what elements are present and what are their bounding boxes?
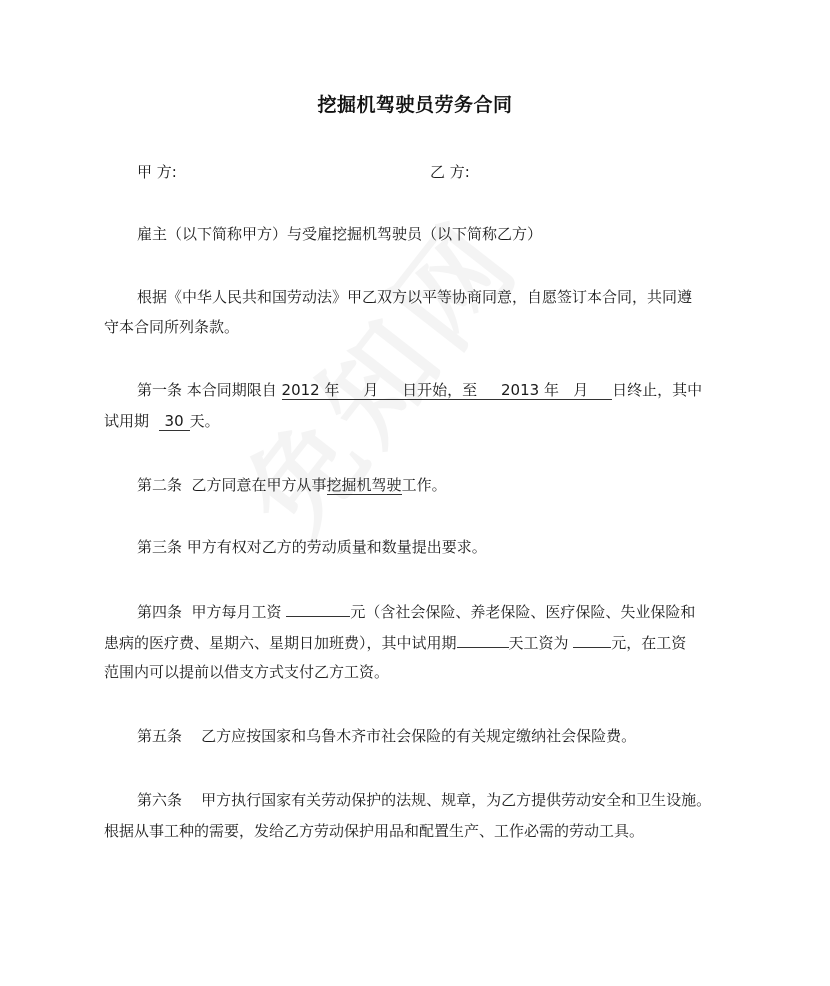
article-2-suffix: 工作。: [401, 476, 447, 494]
probation-salary-field[interactable]: [573, 631, 611, 648]
probation-days-field[interactable]: 30: [159, 412, 190, 431]
article-1-line-2-suffix: 天。: [189, 412, 220, 430]
article-6-line-2: 根据从事工种的需要，发给乙方劳动保护用品和配置生产、工作必需的劳动工具。: [104, 822, 645, 840]
article-3: 第三条 甲方有权对乙方的劳动质量和数量提出要求。: [137, 538, 487, 556]
monthly-salary-field[interactable]: [286, 600, 350, 617]
article-1-line-1: [137, 380, 702, 400]
probation-label: 试用期: [104, 412, 159, 430]
party-b-label: 乙 方:: [430, 163, 470, 181]
article-4-line-1: [137, 600, 695, 622]
article-4-line-2-suffix: 元，在工资: [611, 634, 687, 652]
job-title-field[interactable]: 挖掘机驾驶: [326, 476, 402, 494]
article-4-prefix: 第四条 甲方每月工资: [137, 603, 287, 621]
article-1-suffix: 日终止，其中: [612, 381, 703, 399]
contract-period-field[interactable]: 2012 年 月 日开始，至 2013 年 月: [281, 381, 613, 399]
article-1-line-2: [104, 411, 220, 431]
article-1-prefix: 第一条 本合同期限自: [137, 381, 282, 399]
article-4-line-2: [104, 631, 686, 653]
article-2: [137, 475, 447, 495]
article-4-line-3: 范围内可以提前以借支方式支付乙方工资。: [104, 663, 390, 681]
article-4-line-2-prefix: 患病的医疗费、星期六、星期日加班费），其中试用期: [104, 634, 457, 652]
intro-paragraph: 雇主（以下简称甲方）与受雇挖掘机驾驶员（以下简称乙方）: [137, 225, 543, 243]
article-2-prefix: 第二条 乙方同意在甲方从事: [137, 476, 327, 494]
preamble-line-1: 根据《中华人民共和国劳动法》甲乙双方以平等协商同意，自愿签订本合同，共同遵: [137, 288, 693, 306]
article-6-line-1: 第六条 甲方执行国家有关劳动保护的法规、规章，为乙方提供劳动安全和卫生设施。: [137, 791, 712, 809]
probation-days-blank-field[interactable]: [457, 631, 509, 648]
document-title: 挖掘机驾驶员劳务合同: [317, 94, 513, 116]
article-5: 第五条 乙方应按国家和乌鲁木齐市社会保险的有关规定缴纳社会保险费。: [137, 727, 637, 745]
preamble-line-2: 守本合同所列条款。: [104, 318, 240, 336]
article-4-line-1-suffix: 元（含社会保险、养老保险、医疗保险、失业保险和: [350, 603, 696, 621]
party-a-label: 甲 方:: [137, 163, 177, 181]
article-4-line-2-mid: 天工资为: [508, 634, 574, 652]
